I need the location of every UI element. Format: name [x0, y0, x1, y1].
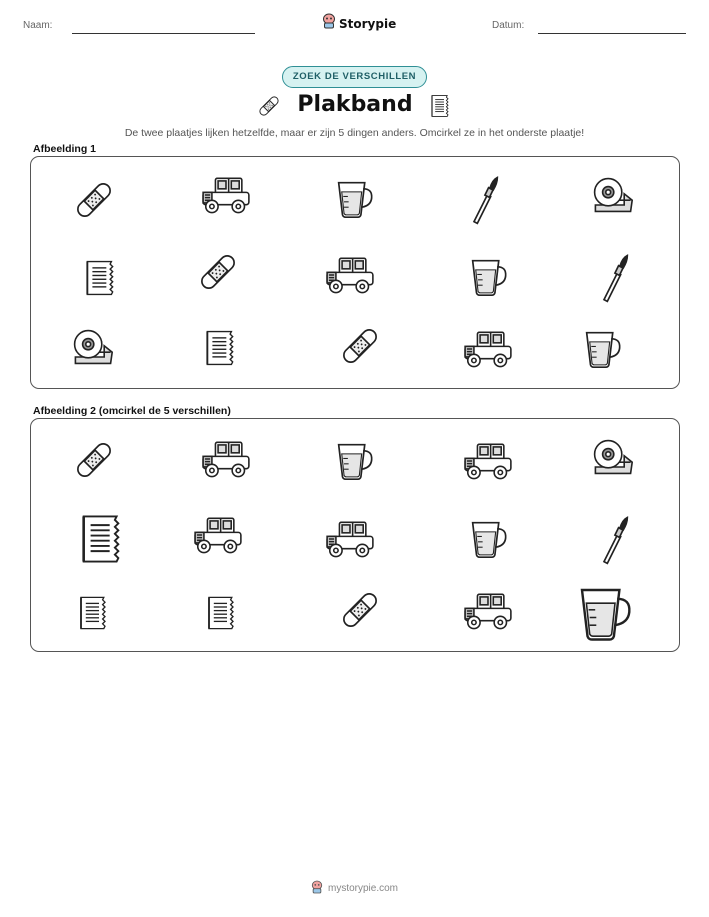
notepad-icon[interactable]	[75, 509, 127, 569]
panel1-label: Afbeelding 1	[33, 143, 97, 155]
measuring-cup-icon[interactable]	[571, 579, 637, 645]
name-line[interactable]	[72, 33, 255, 34]
car-icon[interactable]	[461, 589, 515, 633]
notepad-icon[interactable]	[75, 591, 111, 635]
car-icon	[461, 327, 515, 371]
instructions: De twee plaatjes lijken hetzelfde, maar er zijn 5 dingen anders. Omcirkel ze in het onderste plaatje!	[124, 127, 585, 139]
panel2-label: Afbeelding 2 (omcirkel de 5 verschillen)	[33, 405, 231, 417]
car-icon	[199, 173, 253, 217]
notepad-icon	[201, 325, 239, 371]
car-icon[interactable]	[461, 439, 515, 483]
footer-url[interactable]: mystorypie.com	[327, 883, 398, 894]
tape-dispenser-icon	[69, 325, 117, 369]
paintbrush-icon	[597, 253, 631, 303]
date-line[interactable]	[538, 33, 686, 34]
notepad-icon[interactable]	[203, 591, 239, 635]
measuring-cup-icon	[465, 253, 511, 299]
picture-2-panel[interactable]	[30, 418, 680, 652]
bandage-icon	[255, 93, 283, 124]
date-label: Datum:	[492, 20, 525, 31]
car-icon[interactable]	[323, 517, 377, 561]
paintbrush-icon[interactable]	[597, 515, 631, 565]
storypie-logo	[322, 13, 396, 34]
badge: ZOEK DE VERSCHILLEN	[282, 66, 427, 88]
measuring-cup-icon	[331, 175, 377, 221]
notepad-icon	[81, 255, 119, 301]
storypie-mascot-icon	[311, 880, 323, 897]
bandage-icon[interactable]	[71, 437, 117, 483]
bandage-icon	[71, 177, 117, 223]
notepad-icon	[428, 93, 452, 124]
car-icon	[323, 253, 377, 297]
measuring-cup-icon	[579, 325, 625, 371]
picture-1-panel	[30, 156, 680, 389]
car-icon[interactable]	[191, 513, 245, 557]
name-label: Naam:	[23, 20, 53, 31]
measuring-cup-icon[interactable]	[331, 437, 377, 483]
tape-dispenser-icon	[589, 173, 637, 217]
measuring-cup-icon[interactable]	[465, 515, 511, 561]
bandage-icon	[195, 249, 241, 295]
brand-name: Storypie	[339, 16, 397, 31]
paintbrush-icon	[467, 175, 501, 225]
car-icon[interactable]	[199, 437, 253, 481]
bandage-icon[interactable]	[337, 587, 383, 633]
bandage-icon	[337, 323, 383, 369]
footer	[0, 880, 709, 897]
storypie-mascot-icon	[322, 13, 336, 34]
page-title: Plakband	[297, 92, 413, 117]
tape-dispenser-icon[interactable]	[589, 435, 637, 479]
